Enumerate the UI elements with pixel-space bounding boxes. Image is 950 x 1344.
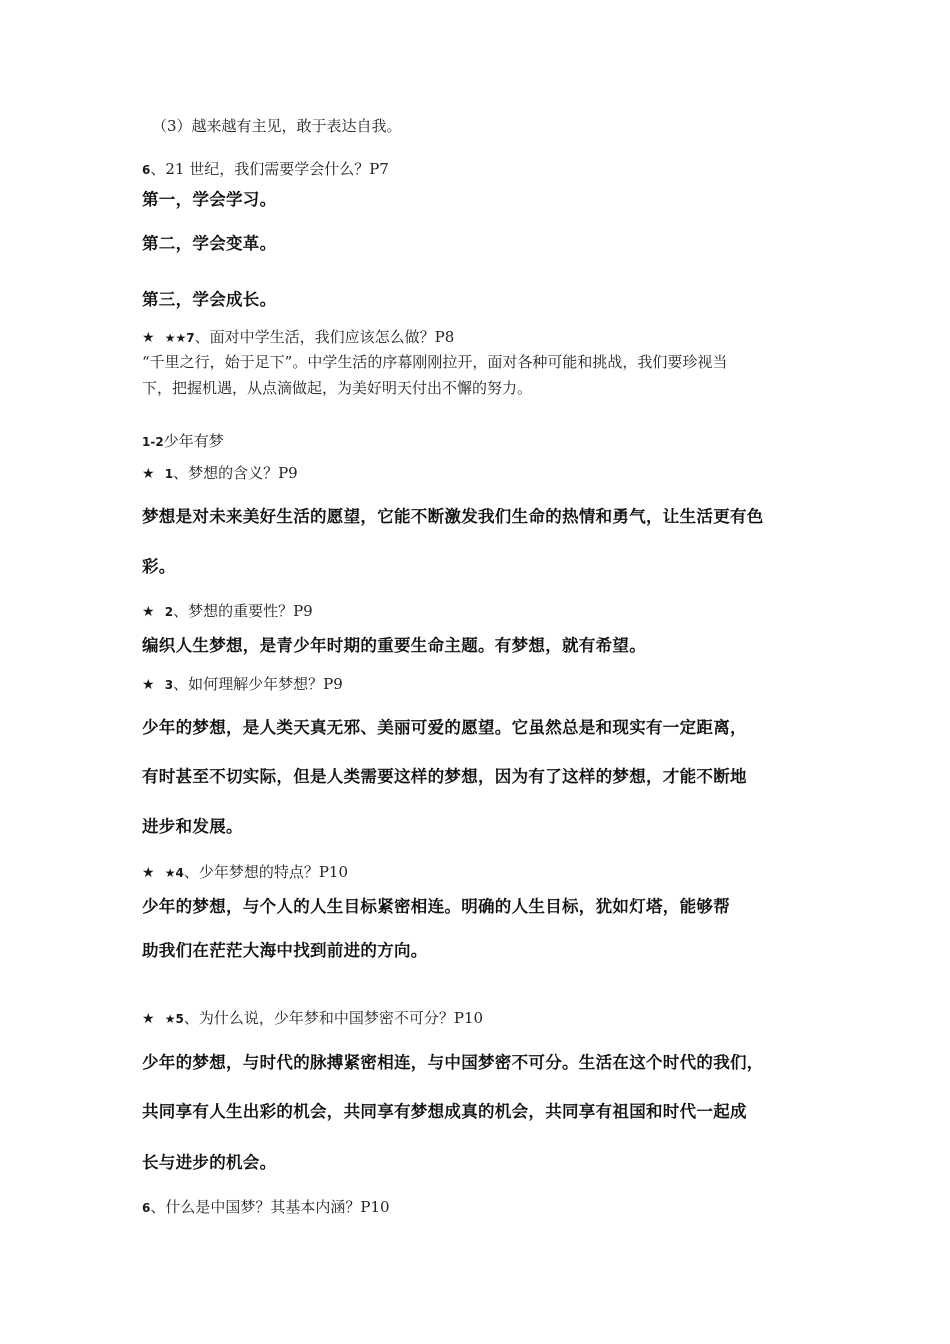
answer-line: 少年的梦想，是人类天真无邪、美丽可爱的愿望。它虽然总是和现实有一定距离，	[142, 718, 747, 737]
star-icon: ★	[142, 865, 155, 881]
section-title-text: 少年有梦	[163, 432, 224, 450]
question-number: 6	[142, 1201, 151, 1215]
question-3-heading	[142, 676, 343, 692]
question-number: 3	[164, 678, 174, 692]
answer-line: 少年的梦想，与时代的脉搏紧密相连，与中国梦密不可分。生活在这个时代的我们，	[142, 1053, 764, 1072]
question-number: ★5	[164, 1012, 184, 1026]
question-1-heading	[142, 465, 298, 481]
answer-line: “千里之行，始于足下”。中学生活的序幕刚刚拉开，面对各种可能和挑战，我们要珍视当	[142, 353, 728, 371]
section-number: 1-2	[142, 435, 164, 449]
question-2-heading	[142, 603, 313, 619]
question-number: 2	[164, 605, 174, 619]
answer-line: 编织人生梦想，是青少年时期的重要生命主题。有梦想，就有希望。	[142, 636, 646, 655]
question-4-heading	[142, 864, 348, 880]
question-number: ★★7	[164, 331, 195, 345]
question-text: 、为什么说，少年梦和中国梦密不可分？P10	[183, 1009, 484, 1027]
answer-line: 进步和发展。	[142, 817, 243, 836]
question-6b-heading	[142, 1199, 390, 1215]
question-text: 、什么是中国梦？其基本内涵？P10	[150, 1198, 390, 1216]
answer-line: 少年的梦想，与个人的人生目标紧密相连。明确的人生目标，犹如灯塔，能够帮	[142, 897, 730, 916]
star-icon: ★	[142, 604, 155, 620]
question-7-heading	[142, 329, 454, 345]
star-icon: ★	[142, 330, 155, 346]
question-number: ★4	[164, 866, 184, 880]
question-text: 、梦想的重要性？P9	[173, 602, 313, 620]
star-icon: ★	[142, 466, 155, 482]
star-icon: ★	[142, 1011, 155, 1027]
answer-line: 第二，学会变革。	[142, 234, 277, 253]
answer-line: 助我们在茫茫大海中找到前进的方向。	[142, 941, 428, 960]
list-item-3: （3）越来越有主见，敢于表达自我。	[152, 117, 402, 135]
question-text: 、少年梦想的特点？P10	[183, 863, 349, 881]
question-number: 6	[142, 163, 151, 177]
answer-line: 共同享有人生出彩的机会，共同享有梦想成真的机会，共同享有祖国和时代一起成	[142, 1102, 747, 1121]
question-text: 、21 世纪，我们需要学会什么？P7	[150, 160, 389, 178]
question-number: 1	[164, 467, 174, 481]
star-icon: ★	[142, 677, 155, 693]
answer-line: 下，把握机遇，从点滴做起，为美好明天付出不懈的努力。	[142, 379, 533, 397]
answer-line: 长与进步的机会。	[142, 1153, 277, 1172]
question-6-heading	[142, 161, 389, 177]
answer-line: 第三，学会成长。	[142, 290, 277, 309]
answer-line: 彩。	[142, 557, 176, 576]
answer-line: 有时甚至不切实际，但是人类需要这样的梦想，因为有了这样的梦想，才能不断地	[142, 767, 747, 786]
answer-line: 梦想是对未来美好生活的愿望，它能不断激发我们生命的热情和勇气，让生活更有色	[142, 507, 764, 526]
question-5-heading	[142, 1010, 483, 1026]
question-text: 、面对中学生活，我们应该怎么做？P8	[194, 328, 455, 346]
section-title	[142, 433, 224, 449]
answer-line: 第一，学会学习。	[142, 190, 277, 209]
question-text: 、梦想的含义？P9	[173, 464, 298, 482]
question-text: 、如何理解少年梦想？P9	[173, 675, 343, 693]
